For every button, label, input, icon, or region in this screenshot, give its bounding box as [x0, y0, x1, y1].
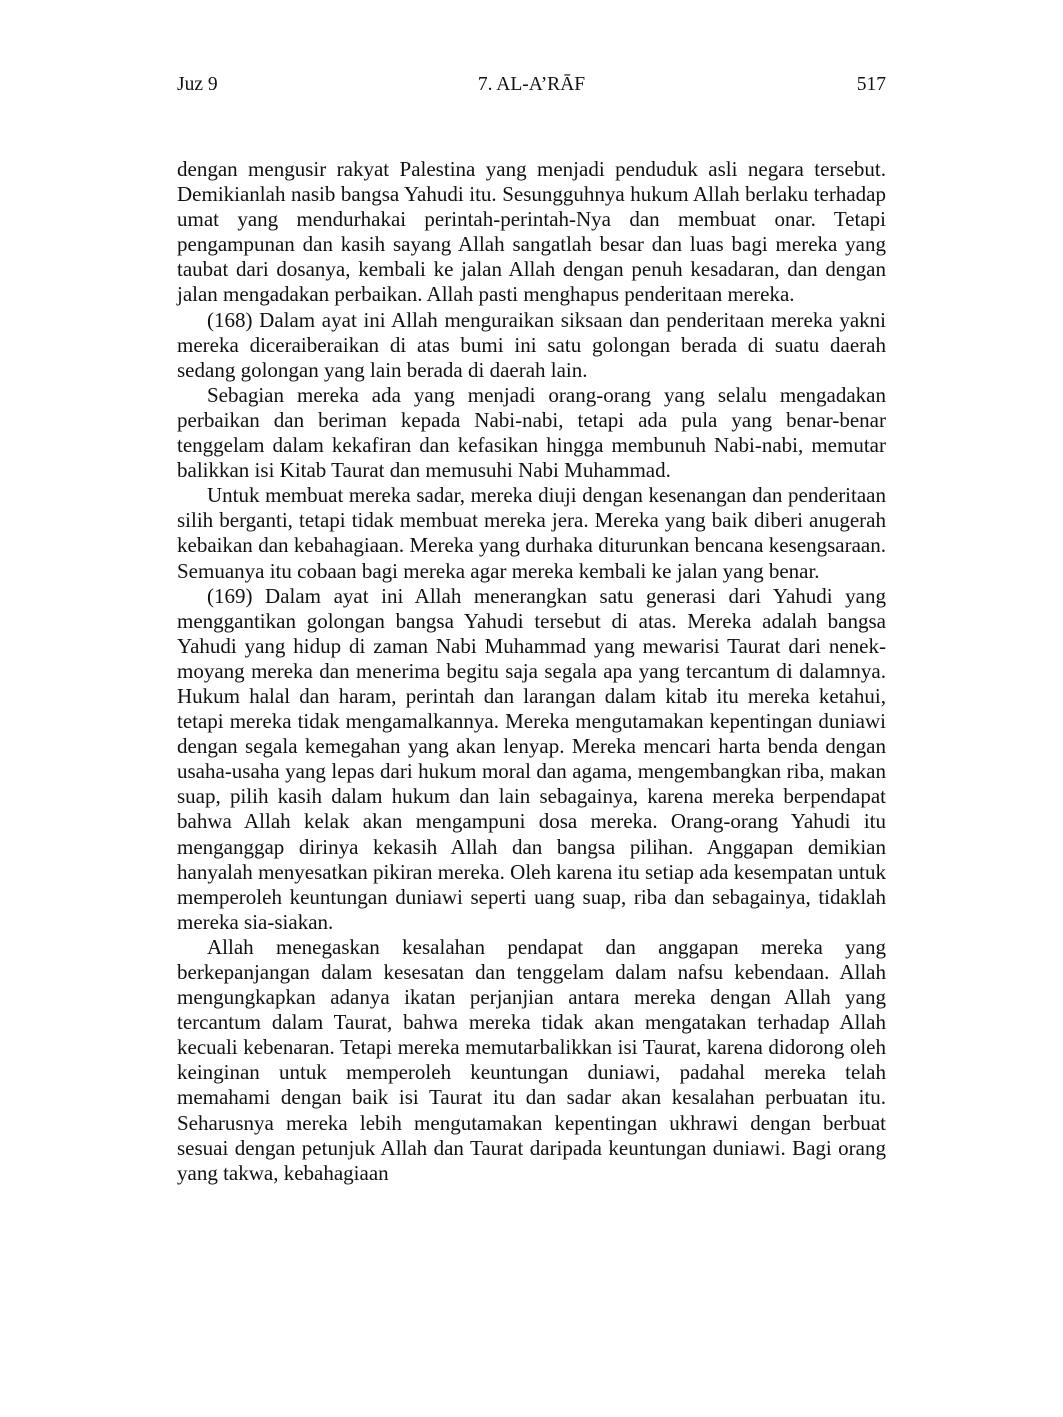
paragraph-verse-168: (168) Dalam ayat ini Allah menguraikan siksaan dan penderitaan mereka yakni mereka diceraiberaikan di atas bumi ini satu golongan berada di suatu daerah sedang golongan yang lain berada di daerah lain. — [177, 307, 886, 382]
paragraph-verse-169: (169) Dalam ayat ini Allah menerangkan satu generasi dari Yahudi yang menggantikan golongan bangsa Yahudi tersebut di atas. Mereka adalah bangsa Yahudi yang hidup di zaman Nabi Muhammad yang mewarisi Taurat dari nenek-moyang mereka dan menerima begitu saja segala apa yang tercantum di dalamnya. Hukum halal dan haram, perintah dan larangan dalam kitab itu mereka ketahui, tetapi mereka tidak mengamalkannya. Mereka mengutamakan kepentingan duniawi dengan segala kemegahan yang akan lenyap. Mereka mencari harta benda dengan usaha-usaha yang lepas dari hukum moral dan agama, mengembangkan riba, makan suap, pilih kasih dalam hukum dan lain sebagainya, karena mereka berpendapat bahwa Allah kelak akan mengampuni dosa mereka. Orang-orang Yahudi itu menganggap dirinya kekasih Allah dan bangsa pilihan. Anggapan demikian hanyalah menyesatkan pikiran mereka. Oleh karena itu setiap ada kesempatan untuk memperoleh keuntungan duniawi seperti uang suap, riba dan sebagainya, tidaklah mereka sia-siakan. — [177, 583, 886, 934]
paragraph: Sebagian mereka ada yang menjadi orang-orang yang selalu mengadakan perbaikan dan beriman kepada Nabi-nabi, tetapi ada pula yang benar-benar tenggelam dalam kekafiran dan kefasikan hingga membunuh Nabi-nabi, memutar balikkan isi Kitab Taurat dan memusuhi Nabi Muhammad. — [177, 382, 886, 483]
paragraph-continuation: dengan mengusir rakyat Palestina yang menjadi penduduk asli negara tersebut. Demikianlah nasib bangsa Yahudi itu. Sesungguhnya hukum Allah berlaku terhadap umat yang mendurhakai perintah-perintah-Nya dan membuat onar. Tetapi pengampunan dan kasih sayang Allah sangatlah besar dan luas bagi mereka yang taubat dari dosanya, kembali ke jalan Allah dengan penuh kesadaran, dan dengan jalan mengadakan perbaikan. Allah pasti menghapus penderitaan mereka. — [177, 157, 886, 307]
body-text — [177, 157, 886, 1186]
paragraph: Allah menegaskan kesalahan pendapat dan anggapan mereka yang berkepanjangan dalam kesesatan dan tenggelam dalam nafsu kebendaan. Allah mengungkapkan adanya ikatan perjanjian antara mereka dengan Allah yang tercantum dalam Taurat, bahwa mereka tidak akan mengatakan terhadap Allah kecuali kebenaran. Tetapi mereka memutarbalikkan isi Taurat, karena didorong oleh keinginan untuk memperoleh keuntungan duniawi, padahal mereka telah memahami dengan baik isi Taurat itu dan sadar akan kesalahan perbuatan itu. Seharusnya mereka lebih mengutamakan kepentingan ukhrawi dengan berbuat sesuai dengan petunjuk Allah dan Taurat daripada keuntungan duniawi. Bagi orang yang takwa, kebahagiaan — [177, 934, 886, 1185]
paragraph: Untuk membuat mereka sadar, mereka diuji dengan kesenangan dan penderitaan silih berganti, tetapi tidak membuat mereka jera. Mereka yang baik diberi anugerah kebaikan dan kebahagiaan. Mereka yang durhaka diturunkan bencana kesengsaraan. Semuanya itu cobaan bagi mereka agar mereka kembali ke jalan yang benar. — [177, 483, 886, 583]
page-header — [177, 74, 886, 104]
surah-title: 7. AL-A’RĀF — [477, 74, 586, 95]
page-number: 517 — [856, 74, 886, 95]
juz-label: Juz 9 — [177, 74, 218, 95]
